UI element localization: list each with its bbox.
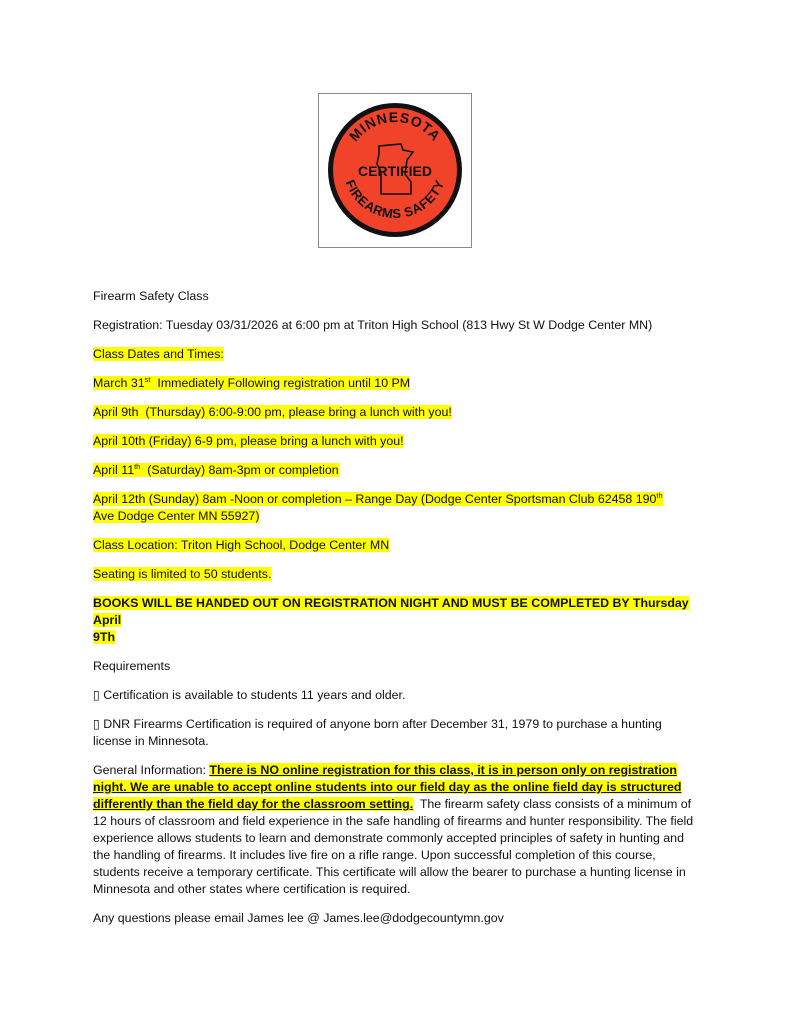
- class-location: Class Location: Triton High School, Dodge Center MN: [93, 538, 390, 552]
- flyer-body: [93, 288, 703, 939]
- seating-limit: Seating is limited to 50 students.: [93, 567, 272, 581]
- date-line-3: April 10th (Friday) 6-9 pm, please bring a lunch with you!: [93, 434, 404, 448]
- date-line-2: April 9th (Thursday) 6:00-9:00 pm, please bring a lunch with you!: [93, 405, 452, 419]
- requirement-2: ▯ DNR Firearms Certification is required of anyone born after December 31, 1979 to purchase a hunting license in Minnesota.: [93, 717, 662, 748]
- online-registration-warning: There is NO online registration for this class, it is in person only on registration night. We are unable to accept online students into our field day as the online field day is structured differently than the field day for the classroom setting.: [93, 763, 682, 811]
- requirement-1: ▯ Certification is available to students 11 years and older.: [93, 688, 406, 702]
- contact-line: Any questions please email James lee @ James.lee@dodgecountymn.gov: [93, 911, 504, 925]
- requirements-heading: Requirements: [93, 659, 171, 673]
- date-line-4: April 11th (Saturday) 8am-3pm or completion: [93, 461, 339, 477]
- badge-top-text: MINNESOTA: [345, 108, 445, 145]
- bullet-icon: ▯: [93, 717, 100, 731]
- registration-line: Registration: Tuesday 03/31/2026 at 6:00 pm at Triton High School (813 Hwy St W Dodge Center MN): [93, 318, 653, 332]
- class-dates-heading: Class Dates and Times:: [93, 347, 224, 361]
- date-line-1: March 31st Immediately Following registration until 10 PM: [93, 374, 411, 390]
- bullet-icon: ▯: [93, 688, 100, 702]
- page-title: Firearm Safety Class: [93, 289, 209, 303]
- books-notice: BOOKS WILL BE HANDED OUT ON REGISTRATION NIGHT AND MUST BE COMPLETED BY Thursday April 9Th: [93, 596, 689, 644]
- general-information: General Information: There is NO online registration for this class, it is in person only on registration night. We are unable to accept online students into our field day as the online field day is structured differently than the field day for the classroom setting. The firearm safety class consists of a minimum of 12 hours of classroom and field experience in the safe handling of firearms and hunter responsibility. The field experience allows students to learn and demonstrate commonly accepted principles of safety in hunting and the handling of firearms. It includes live fire on a rifle range. Upon successful completion of this course, students receive a temporary certificate. This certificate will allow the bearer to purchase a hunting license in Minnesota and other states where certification is required.: [93, 763, 697, 896]
- logo-frame: [318, 93, 472, 248]
- badge-center-text: CERTIFIED: [358, 163, 432, 179]
- date-line-5: April 12th (Sunday) 8am -Noon or completion – Range Day (Dodge Center Sportsman Club 62458 190th Ave Dodge Center MN 55927): [93, 490, 663, 523]
- badge-bottom-text: FIREARMS SAFETY: [342, 177, 448, 222]
- minnesota-firearms-safety-badge: [319, 94, 471, 247]
